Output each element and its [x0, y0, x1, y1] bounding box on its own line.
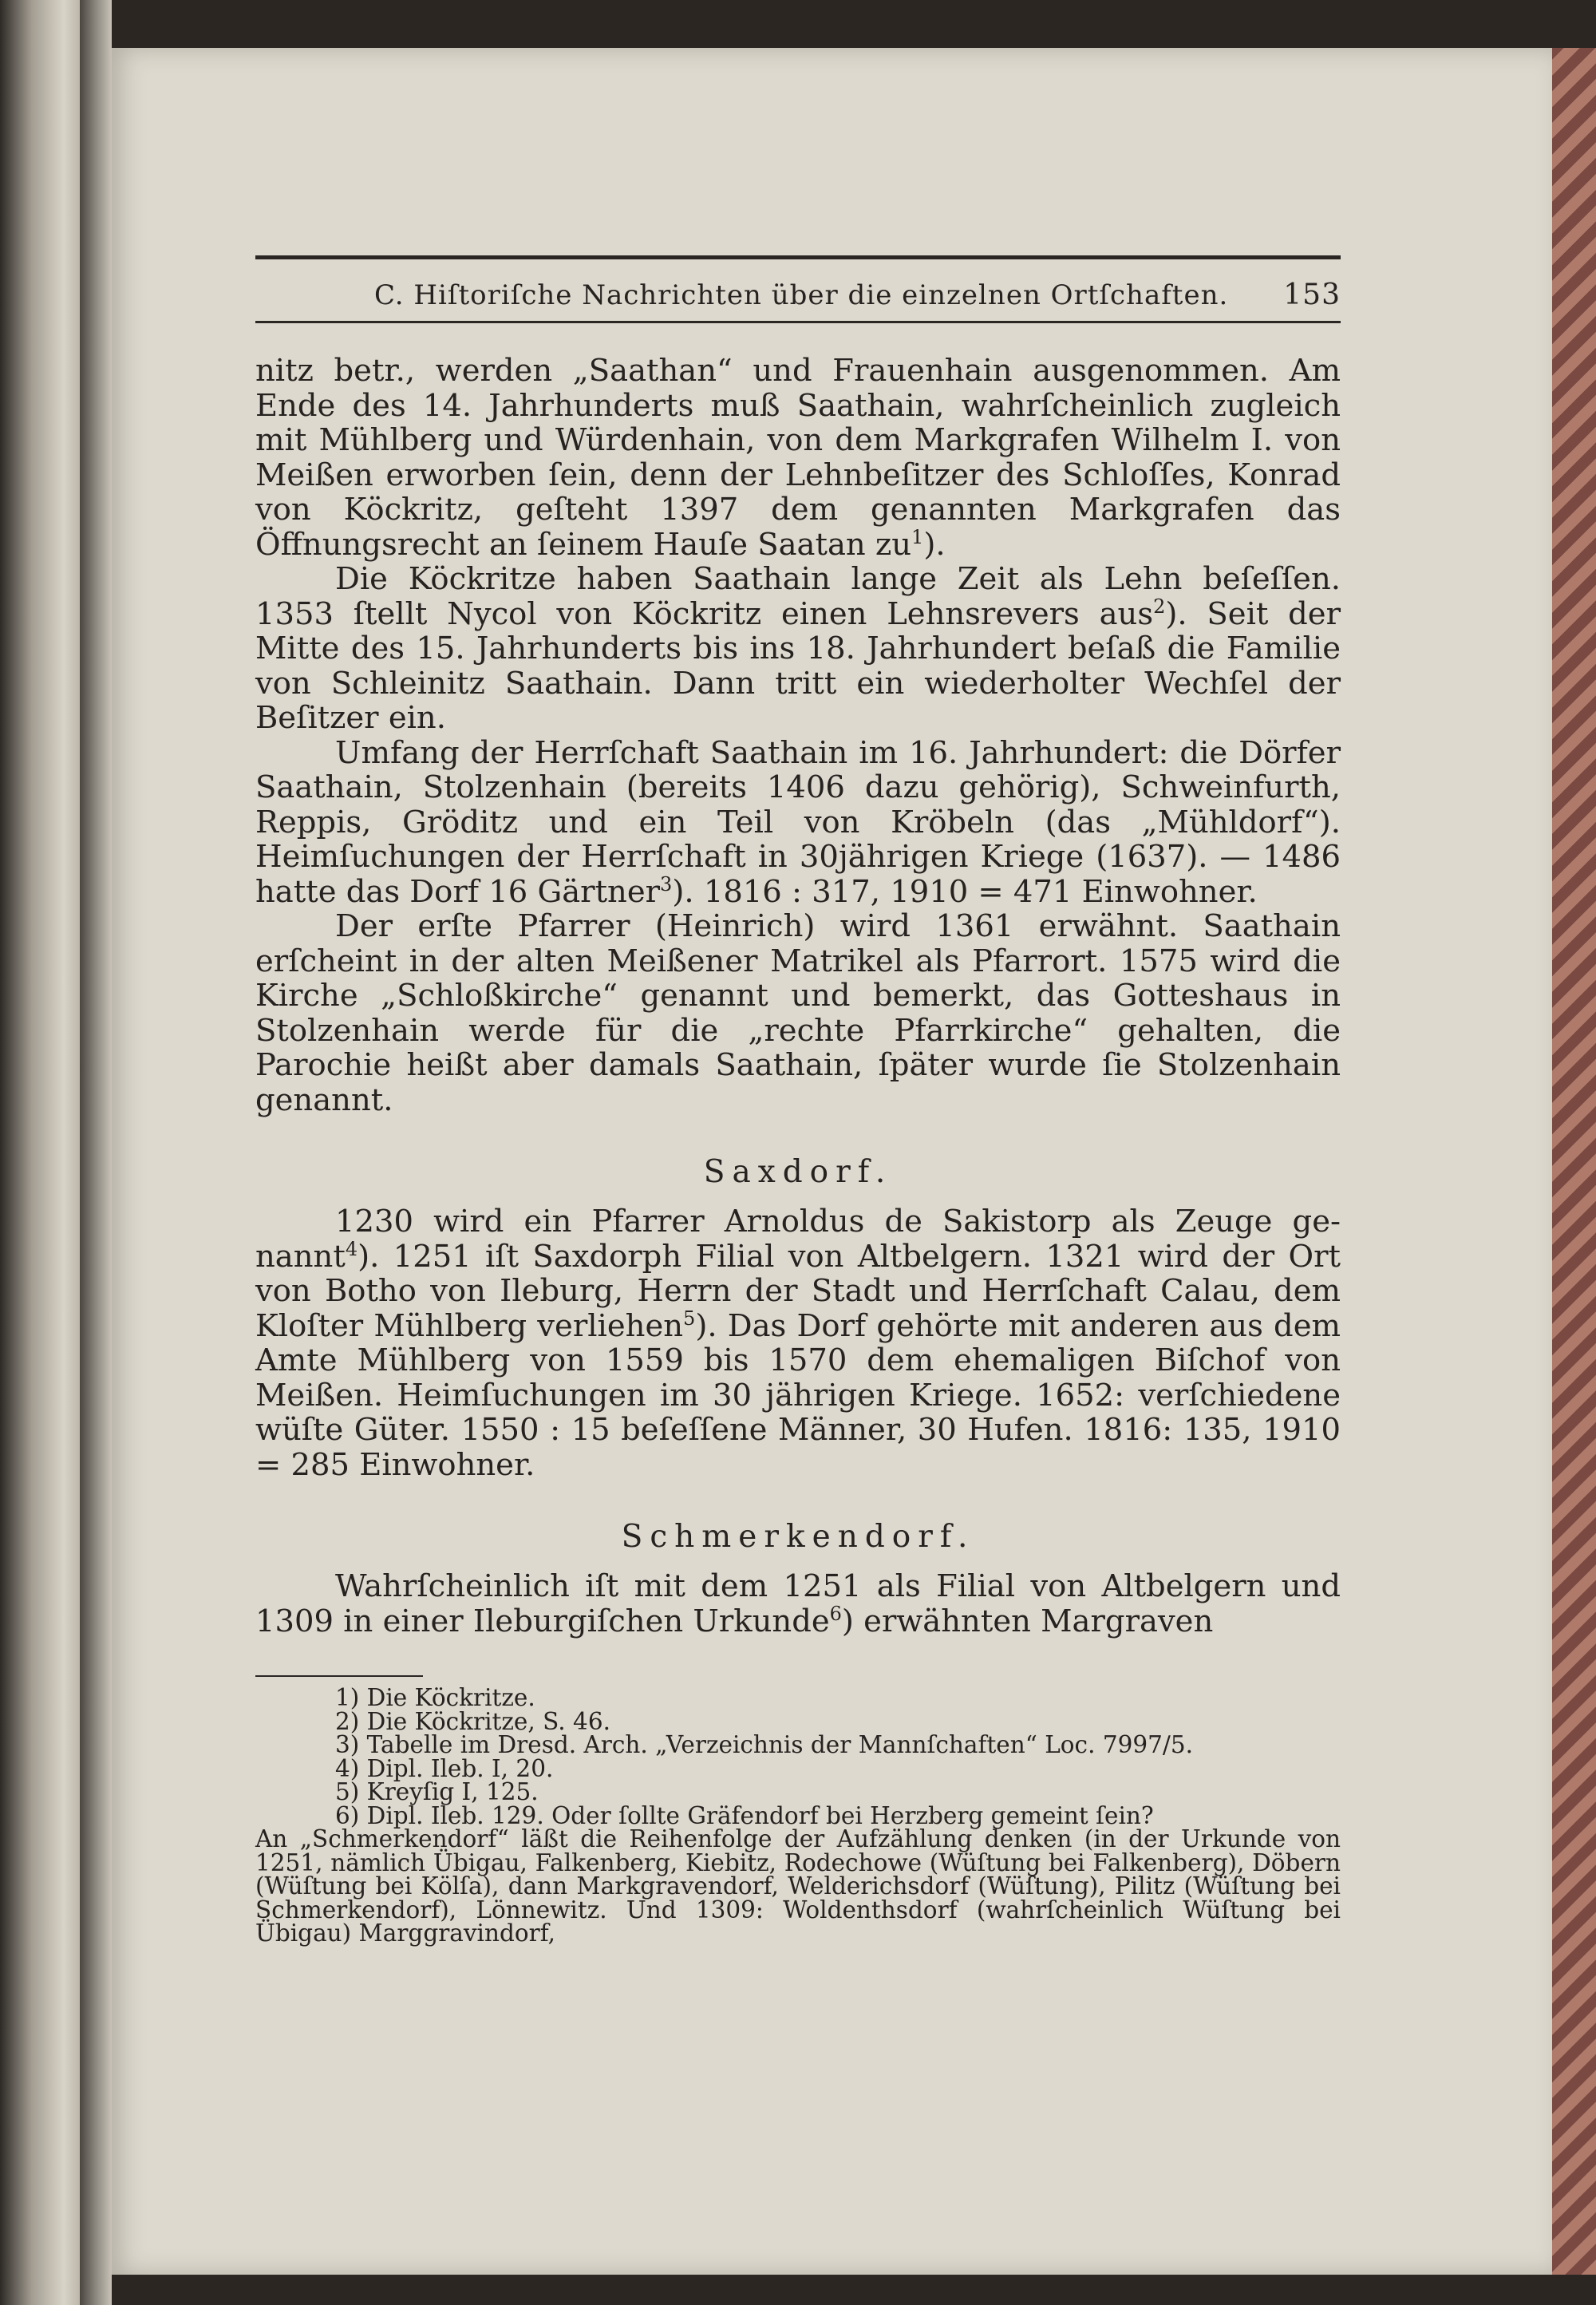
footnote-ref: 2 — [1153, 595, 1166, 618]
footnote: 2) Die Köckritze, S. 46. — [335, 1707, 610, 1735]
footnote: 1) Die Köckritze. — [335, 1684, 535, 1711]
left-page-edge — [0, 0, 80, 2305]
page-content — [255, 255, 1341, 1946]
header-title: C. Hiſtoriſche Nachrichten über die einzelnen Ortſchaften. — [373, 279, 1229, 311]
footnote-ref: 3 — [660, 872, 673, 896]
footnote-continuation: An „Schmerkendorf“ läßt die Reihenfolge der Aufzählung denken (in der Urkunde von 1251, nämlich Übigau, Falkenberg, Kiebitz, Rodechowe (Wüſtung bei Falkenberg), Döbern (Wüſtung bei Kölſa), dann Markgravendorf, Welderichsdorf (Wüſtung), Pilitz (Wüſtung bei Schmerkendorf), Lönnewitz. Und 1309: Woldenthsdorf (wahrſcheinlich Wüſtung bei Übigau) Marggravindorf, — [255, 1825, 1341, 1947]
footnote: 4) Dipl. Ileb. I, 20. — [335, 1754, 554, 1782]
footnote-divider — [255, 1675, 423, 1677]
section-heading-schmerkendorf: Schmerkendorf. — [621, 1519, 975, 1555]
book-gutter — [80, 0, 112, 2305]
paragraph: nitz betr., werden „Saathan“ und Frauenhain ausgenommen. Am Ende des 14. Jahrhunderts muß Saathain, wahrſcheinlich zugleich mit Mühlberg und Würdenhain, von dem Markgrafen Wilhelm I. von Meißen erworben ſein, denn der Lehnbeſitzer des Schloſſes, Konrad von Köckritz, geſteht 1397 dem genannten Markgrafen das Öffnungsrecht an ſeinem Hauſe Saatan $zu^1$). — [255, 353, 1341, 563]
paragraph: 1230 wird ein Pfarrer Arnoldus de Sakistorp als Zeuge genannt$^4$). 1251 iſt Saxdorph Filial von Altbelgern. 1321 wird der Ort von Botho von Ileburg, Herrn der Stadt und Herrſchaft Calau, dem Kloſter Mühlberg verliehen$^5$). Das Dorf gehörte mit anderen aus dem Amte Mühlberg von 1559 bis 1570 dem ehemaligen Biſchof von Meißen. Heimſuchungen im 30 jährigen Kriege. 1652: verſchiedene wüſte Güter. 1550 : 15 beſeſſene Männer, 30 Hufen. 1816: 135, 1910 = 285 Einwohner. — [255, 1204, 1341, 1483]
book-page — [112, 48, 1552, 2275]
main-text — [255, 354, 1341, 1639]
book-cover-edge — [1546, 48, 1596, 2275]
running-header — [255, 259, 1341, 321]
paragraph: Die Köckritze haben Saathain lange Zeit als Lehn beſeſſen. 1353 ſtellt Nycol von Köckritz einen Lehnsrevers aus$^2$). Seit der Mitte des 15. Jahrhunderts bis ins 18. Jahrhundert beſaß die Familie von Schleinitz Saathain. Dann tritt ein wiederholter Wechſel der Beſitzer ein. — [255, 561, 1341, 736]
paragraph: Der erſte Pfarrer (Heinrich) wird 1361 erwähnt. Saathain erſcheint in der alten Meißener Matrikel als Pfarrort. 1575 wird die Kirche „Schloßkirche“ genannt und bemerkt, das Gotteshaus in Stolzenhain werde für die „rechte Pfarrkirche“ gehalten, die Parochie heißt aber damals Saathain, ſpäter wurde ſie Stolzenhain genannt. — [255, 908, 1341, 1118]
page-number: 153 — [1283, 279, 1341, 311]
paragraph: Umfang der Herrſchaft Saathain im 16. Jahrhundert: die Dörfer Saathain, Stolzenhain (bereits 1406 dazu gehörig), Schweinfurth, Reppis, Gröditz und ein Teil von Kröbeln (das „Mühldorf“). Heimſuchungen der Herrſchaft in 30jährigen Kriege (1637). — 1486 hatte das Dorf 16 Gärtner$^3$). 1816 : 317, 1910 = 471 Einwohner. — [255, 734, 1341, 910]
footnote: 5) Kreyſig I, 125. — [335, 1778, 539, 1805]
footnote-ref: 1 — [911, 525, 924, 548]
footnote: 6) Dipl. Ileb. 129. Oder ſollte Gräfendorf bei Herzberg gemeint ſein? — [335, 1801, 1154, 1829]
footnote-ref: 4 — [345, 1237, 358, 1260]
footnote: 3) Tabelle im Dresd. Arch. „Verzeichnis der Mannſchaften“ Loc. 7997/5. — [335, 1731, 1193, 1758]
paragraph: Wahrſcheinlich iſt mit dem 1251 als Filial von Altbelgern und 1309 in einer Ileburgiſchen Urkunde$^6$) erwähnten Margraven — [255, 1568, 1341, 1639]
section-heading-saxdorf: Saxdorf. — [703, 1154, 893, 1190]
header-rule-bottom — [255, 321, 1341, 323]
footnotes — [255, 1686, 1341, 1946]
footnote-ref: 6 — [829, 1602, 842, 1625]
footnote-ref: 5 — [683, 1307, 696, 1330]
